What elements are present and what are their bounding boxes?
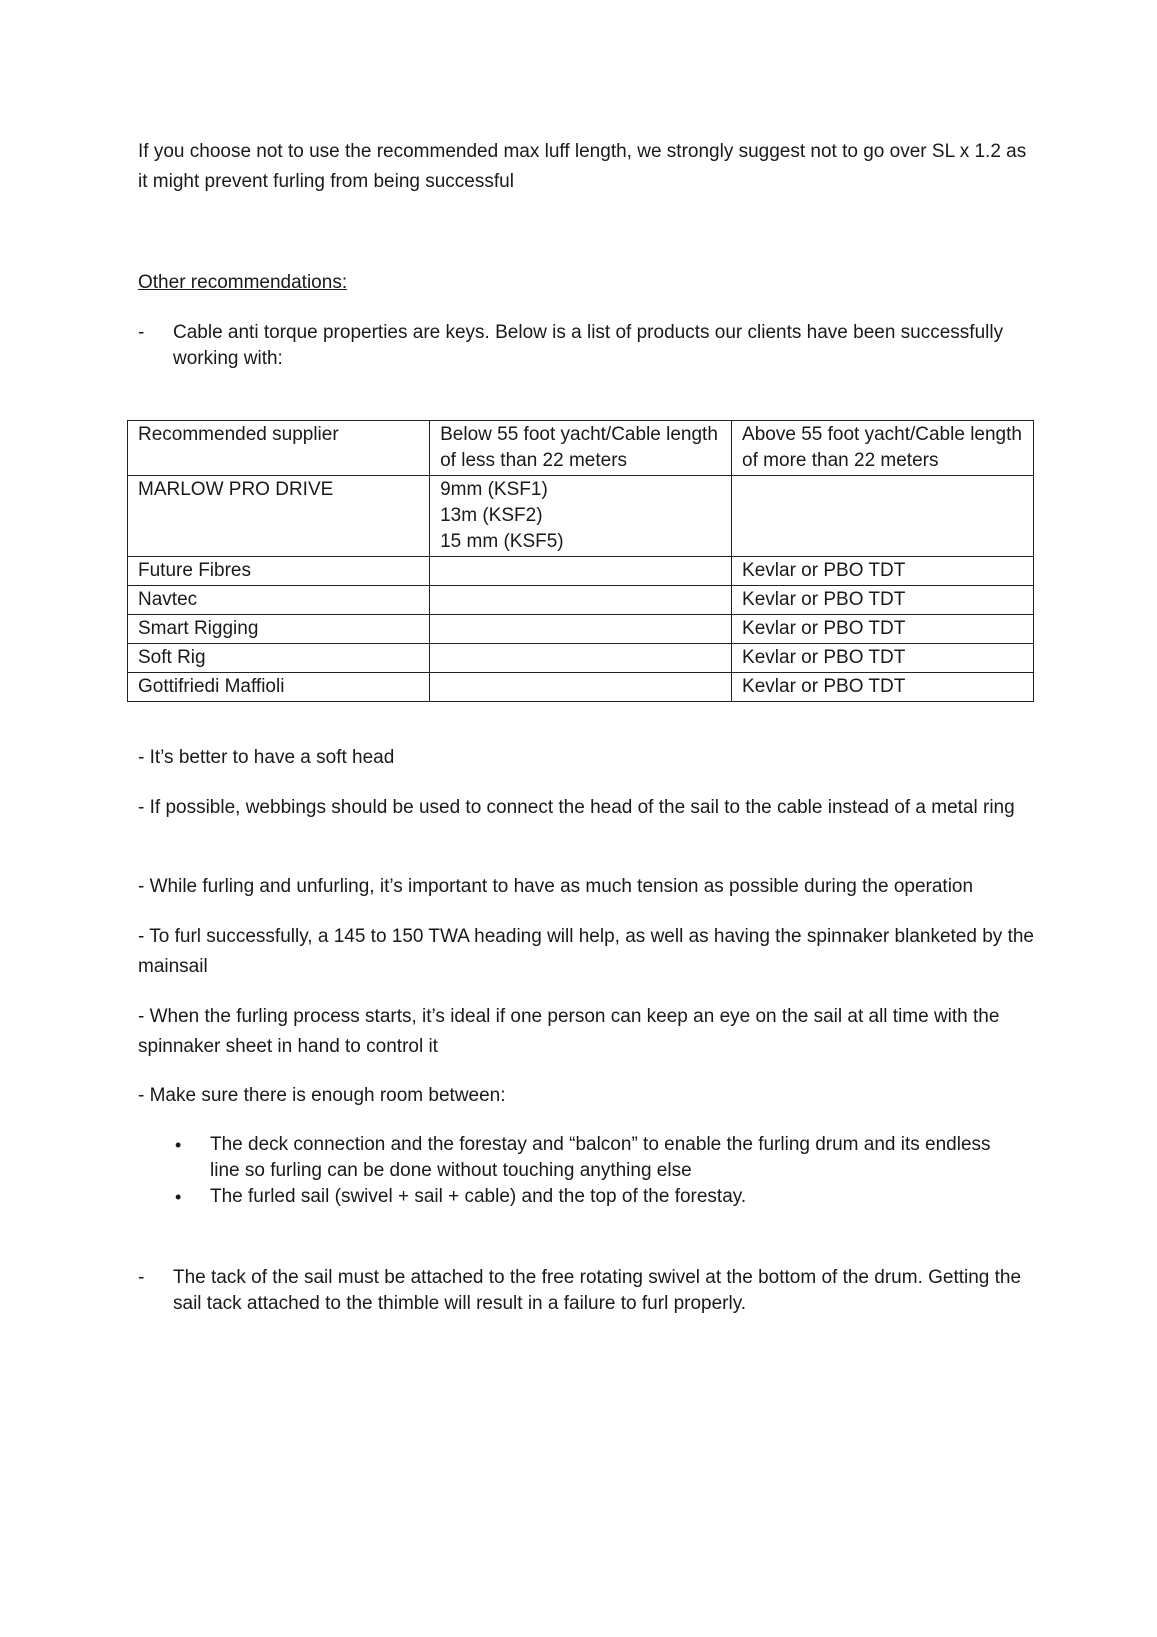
cell-below-line: 15 mm (KSF5) <box>440 531 564 552</box>
enough-room-paragraph: - Make sure there is enough room between: <box>138 1085 506 1106</box>
table-row <box>128 615 1034 644</box>
tack-item-text: The tack of the sail must be attached to the free rotating swivel at the bottom of the drum. Getting the sail tack attached to the thimble will result in a failure to furl properly. <box>173 1267 1022 1314</box>
intro-paragraph: If you choose not to use the recommended max luff length, we strongly suggest not to go over SL x 1.2 as it might prevent furling from being successful <box>138 141 1027 192</box>
table-row <box>128 586 1034 615</box>
cell-supplier: Navtec <box>128 586 430 615</box>
cell-below <box>430 673 732 702</box>
bullet-text: The furled sail (swivel + sail + cable) and the top of the forestay. <box>210 1186 747 1207</box>
header-below-55: Below 55 foot yacht/Cable length of less than 22 meters <box>430 421 732 476</box>
bullet-text: The deck connection and the forestay and “balcon” to enable the furling drum and its endless line so furling can be done without touching anything else <box>210 1134 991 1181</box>
cell-below <box>430 615 732 644</box>
cell-below <box>430 586 732 615</box>
tension-paragraph: - While furling and unfurling, it’s important to have as much tension as possible during the operation <box>138 876 974 897</box>
header-supplier: Recommended supplier <box>128 421 430 476</box>
cell-supplier: Soft Rig <box>128 644 430 673</box>
cell-above: Kevlar or PBO TDT <box>732 557 1034 586</box>
bullet-marker: • <box>175 1135 182 1155</box>
bullet-marker: • <box>175 1187 182 1207</box>
supplier-table <box>127 420 1034 702</box>
table-row <box>128 644 1034 673</box>
cell-supplier: Smart Rigging <box>128 615 430 644</box>
table-header-row <box>128 421 1034 476</box>
tack-list-item <box>138 1265 1038 1317</box>
other-recommendations-heading: Other recommendations: <box>138 272 348 293</box>
room-bullet-list <box>138 1132 1038 1210</box>
cell-below <box>430 644 732 673</box>
cell-supplier: Future Fibres <box>128 557 430 586</box>
table-row <box>128 673 1034 702</box>
twa-heading-paragraph: - To furl successfully, a 145 to 150 TWA heading will help, as well as having the spinnaker blanketed by the mainsail <box>138 926 1034 977</box>
list-item <box>138 1184 1010 1210</box>
cell-below-line: 13m (KSF2) <box>440 505 543 526</box>
cell-above: Kevlar or PBO TDT <box>732 615 1034 644</box>
cable-item-text: Cable anti torque properties are keys. Below is a list of products our clients have been successfully working with: <box>173 322 1004 369</box>
dash-marker: - <box>138 322 145 343</box>
cell-above <box>732 476 1034 557</box>
header-above-55: Above 55 foot yacht/Cable length of more than 22 meters <box>732 421 1034 476</box>
cell-supplier: MARLOW PRO DRIVE <box>128 476 430 557</box>
furling-process-paragraph: - When the furling process starts, it’s ideal if one person can keep an eye on the sail at all time with the spinnaker sheet in hand to control it <box>138 1006 1000 1057</box>
cell-supplier: Gottifriedi Maffioli <box>128 673 430 702</box>
table-row <box>128 557 1034 586</box>
list-item <box>138 1132 1010 1184</box>
dash-marker: - <box>138 1267 145 1288</box>
cable-list-item <box>138 320 1038 372</box>
cell-above: Kevlar or PBO TDT <box>732 644 1034 673</box>
cell-below <box>430 557 732 586</box>
cell-above: Kevlar or PBO TDT <box>732 586 1034 615</box>
table-row <box>128 476 1034 557</box>
cell-below-line: 9mm (KSF1) <box>440 479 548 500</box>
cell-above: Kevlar or PBO TDT <box>732 673 1034 702</box>
soft-head-paragraph: - It’s better to have a soft head <box>138 747 395 768</box>
cell-below <box>430 476 732 557</box>
webbings-paragraph: - If possible, webbings should be used to connect the head of the sail to the cable instead of a metal ring <box>138 797 1015 818</box>
